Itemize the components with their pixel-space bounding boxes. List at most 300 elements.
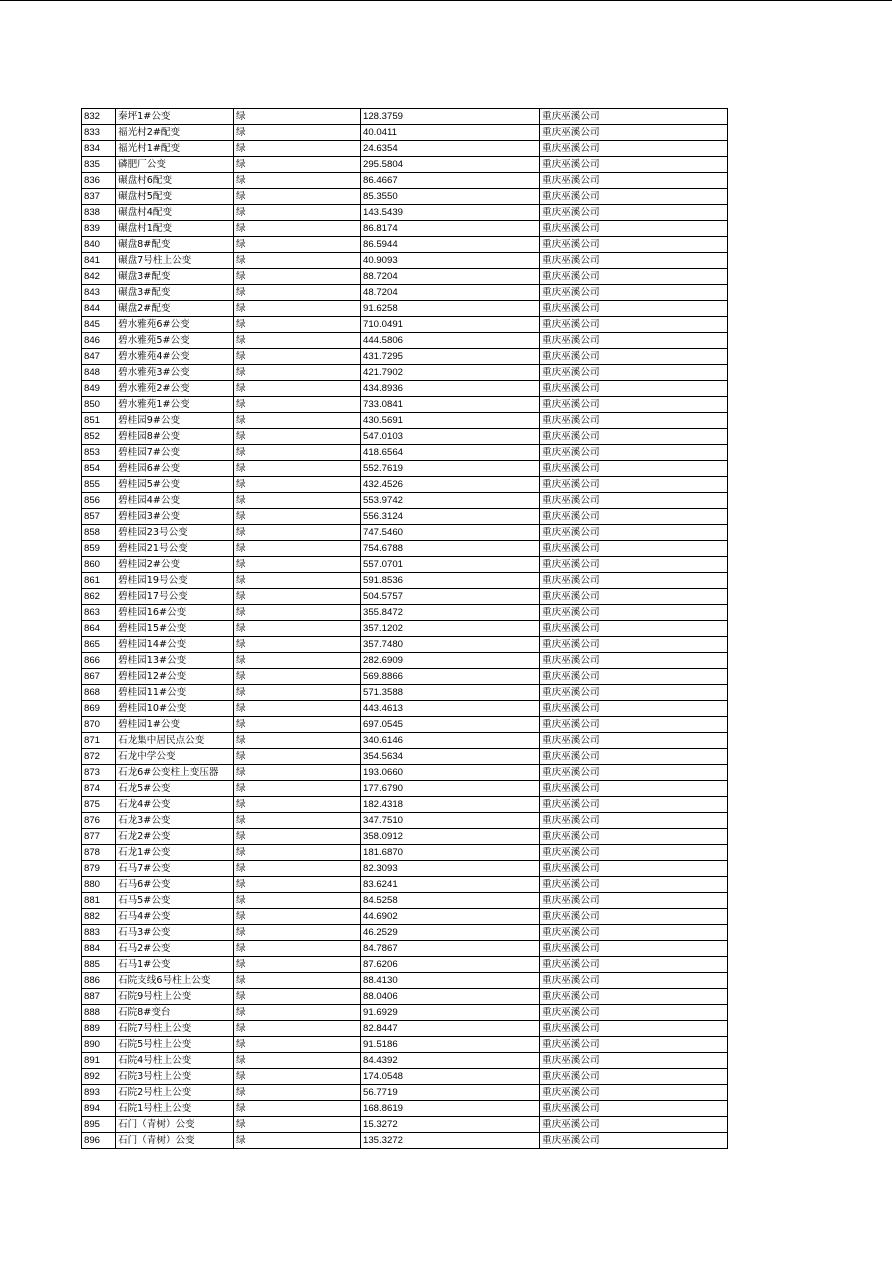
table-row [82,413,728,429]
value-cell: 733.0841 [361,397,540,413]
table-row [82,557,728,573]
transformer-name-cell: 碧桂园16#公变 [116,605,234,621]
value-cell: 340.6146 [361,733,540,749]
table-row [82,621,728,637]
status-cell: 绿 [234,1101,361,1117]
value-cell: 168.8619 [361,1101,540,1117]
row-number-cell: 889 [82,1021,116,1037]
row-number-cell: 835 [82,157,116,173]
status-cell: 绿 [234,813,361,829]
company-cell: 重庆巫溪公司 [540,301,728,317]
company-cell: 重庆巫溪公司 [540,317,728,333]
company-cell: 重庆巫溪公司 [540,157,728,173]
company-cell: 重庆巫溪公司 [540,1133,728,1149]
company-cell: 重庆巫溪公司 [540,685,728,701]
company-cell: 重庆巫溪公司 [540,717,728,733]
transformer-name-cell: 秦坪1#公变 [116,109,234,125]
value-cell: 88.0406 [361,989,540,1005]
table-row [82,925,728,941]
table-row [82,1133,728,1149]
table-row [82,269,728,285]
value-cell: 697.0545 [361,717,540,733]
value-cell: 91.5186 [361,1037,540,1053]
value-cell: 282.6909 [361,653,540,669]
row-number-cell: 882 [82,909,116,925]
company-cell: 重庆巫溪公司 [540,285,728,301]
status-cell: 绿 [234,317,361,333]
status-cell: 绿 [234,765,361,781]
transformer-name-cell: 石马1#公变 [116,957,234,973]
table-row [82,333,728,349]
transformer-name-cell: 碧桂园19号公变 [116,573,234,589]
status-cell: 绿 [234,845,361,861]
company-cell: 重庆巫溪公司 [540,669,728,685]
table-row [82,541,728,557]
status-cell: 绿 [234,413,361,429]
transformer-name-cell: 石马5#公变 [116,893,234,909]
company-cell: 重庆巫溪公司 [540,221,728,237]
value-cell: 135.3272 [361,1133,540,1149]
transformer-name-cell: 碧水雅苑4#公变 [116,349,234,365]
value-cell: 88.7204 [361,269,540,285]
value-cell: 553.9742 [361,493,540,509]
row-number-cell: 871 [82,733,116,749]
company-cell: 重庆巫溪公司 [540,701,728,717]
row-number-cell: 883 [82,925,116,941]
row-number-cell: 869 [82,701,116,717]
status-cell: 绿 [234,989,361,1005]
transformer-name-cell: 石马7#公变 [116,861,234,877]
row-number-cell: 866 [82,653,116,669]
status-cell: 绿 [234,109,361,125]
table-row [82,845,728,861]
company-cell: 重庆巫溪公司 [540,605,728,621]
value-cell: 193.0660 [361,765,540,781]
value-cell: 354.5634 [361,749,540,765]
company-cell: 重庆巫溪公司 [540,381,728,397]
table-row [82,589,728,605]
transformer-name-cell: 石院7号柱上公变 [116,1021,234,1037]
transformer-name-cell: 碧桂园7#公变 [116,445,234,461]
status-cell: 绿 [234,221,361,237]
company-cell: 重庆巫溪公司 [540,397,728,413]
value-cell: 87.6206 [361,957,540,973]
table-body [82,109,728,1149]
table-row [82,509,728,525]
row-number-cell: 844 [82,301,116,317]
company-cell: 重庆巫溪公司 [540,749,728,765]
table-row [82,173,728,189]
company-cell: 重庆巫溪公司 [540,1053,728,1069]
status-cell: 绿 [234,541,361,557]
table-row [82,973,728,989]
transformer-name-cell: 碧桂园14#公变 [116,637,234,653]
transformer-name-cell: 碧桂园23号公变 [116,525,234,541]
company-cell: 重庆巫溪公司 [540,813,728,829]
transformer-name-cell: 碧桂园9#公变 [116,413,234,429]
table-row [82,141,728,157]
value-cell: 91.6929 [361,1005,540,1021]
company-cell: 重庆巫溪公司 [540,477,728,493]
company-cell: 重庆巫溪公司 [540,189,728,205]
status-cell: 绿 [234,253,361,269]
value-cell: 358.0912 [361,829,540,845]
value-cell: 40.9093 [361,253,540,269]
status-cell: 绿 [234,637,361,653]
company-cell: 重庆巫溪公司 [540,1021,728,1037]
row-number-cell: 874 [82,781,116,797]
company-cell: 重庆巫溪公司 [540,125,728,141]
transformer-name-cell: 石院支线6号柱上公变 [116,973,234,989]
table-row [82,717,728,733]
row-number-cell: 886 [82,973,116,989]
row-number-cell: 875 [82,797,116,813]
status-cell: 绿 [234,477,361,493]
row-number-cell: 856 [82,493,116,509]
transformer-name-cell: 碧桂园4#公变 [116,493,234,509]
transformer-name-cell: 碾盘3#配变 [116,269,234,285]
status-cell: 绿 [234,1069,361,1085]
value-cell: 88.4130 [361,973,540,989]
company-cell: 重庆巫溪公司 [540,1037,728,1053]
table-row [82,669,728,685]
transformer-name-cell: 石龙中学公变 [116,749,234,765]
company-cell: 重庆巫溪公司 [540,733,728,749]
transformer-name-cell: 石门（青树）公变 [116,1117,234,1133]
status-cell: 绿 [234,445,361,461]
transformer-name-cell: 碾盘8#配变 [116,237,234,253]
row-number-cell: 850 [82,397,116,413]
value-cell: 83.6241 [361,877,540,893]
company-cell: 重庆巫溪公司 [540,829,728,845]
status-cell: 绿 [234,1117,361,1133]
table-row [82,685,728,701]
value-cell: 91.6258 [361,301,540,317]
value-cell: 295.5804 [361,157,540,173]
row-number-cell: 858 [82,525,116,541]
row-number-cell: 876 [82,813,116,829]
row-number-cell: 868 [82,685,116,701]
company-cell: 重庆巫溪公司 [540,765,728,781]
value-cell: 431.7295 [361,349,540,365]
company-cell: 重庆巫溪公司 [540,493,728,509]
company-cell: 重庆巫溪公司 [540,557,728,573]
value-cell: 571.3588 [361,685,540,701]
row-number-cell: 891 [82,1053,116,1069]
table-row [82,749,728,765]
row-number-cell: 833 [82,125,116,141]
company-cell: 重庆巫溪公司 [540,957,728,973]
row-number-cell: 885 [82,957,116,973]
status-cell: 绿 [234,893,361,909]
status-cell: 绿 [234,749,361,765]
table-row [82,397,728,413]
status-cell: 绿 [234,589,361,605]
transformer-name-cell: 福光村2#配变 [116,125,234,141]
status-cell: 绿 [234,365,361,381]
company-cell: 重庆巫溪公司 [540,573,728,589]
row-number-cell: 847 [82,349,116,365]
table-row [82,493,728,509]
row-number-cell: 843 [82,285,116,301]
table-row [82,989,728,1005]
row-number-cell: 877 [82,829,116,845]
transformer-name-cell: 石马6#公变 [116,877,234,893]
row-number-cell: 860 [82,557,116,573]
company-cell: 重庆巫溪公司 [540,1069,728,1085]
value-cell: 84.7867 [361,941,540,957]
company-cell: 重庆巫溪公司 [540,1085,728,1101]
table-row [82,189,728,205]
row-number-cell: 896 [82,1133,116,1149]
status-cell: 绿 [234,877,361,893]
row-number-cell: 836 [82,173,116,189]
value-cell: 56.7719 [361,1085,540,1101]
value-cell: 84.4392 [361,1053,540,1069]
company-cell: 重庆巫溪公司 [540,861,728,877]
value-cell: 443.4613 [361,701,540,717]
table-row [82,1085,728,1101]
value-cell: 421.7902 [361,365,540,381]
transformer-name-cell: 碧桂园8#公变 [116,429,234,445]
transformer-name-cell: 碾盘村6配变 [116,173,234,189]
transformer-name-cell: 碾盘村1配变 [116,221,234,237]
row-number-cell: 859 [82,541,116,557]
transformer-name-cell: 石龙1#公变 [116,845,234,861]
company-cell: 重庆巫溪公司 [540,637,728,653]
row-number-cell: 842 [82,269,116,285]
company-cell: 重庆巫溪公司 [540,1117,728,1133]
table-row [82,701,728,717]
table-row [82,909,728,925]
row-number-cell: 837 [82,189,116,205]
status-cell: 绿 [234,973,361,989]
company-cell: 重庆巫溪公司 [540,989,728,1005]
status-cell: 绿 [234,173,361,189]
transformer-name-cell: 碧水雅苑3#公变 [116,365,234,381]
transformer-name-cell: 碧桂园12#公变 [116,669,234,685]
row-number-cell: 864 [82,621,116,637]
table-row [82,861,728,877]
value-cell: 591.8536 [361,573,540,589]
status-cell: 绿 [234,333,361,349]
value-cell: 40.0411 [361,125,540,141]
value-cell: 430.5691 [361,413,540,429]
row-number-cell: 854 [82,461,116,477]
value-cell: 552.7619 [361,461,540,477]
row-number-cell: 873 [82,765,116,781]
row-number-cell: 834 [82,141,116,157]
value-cell: 355.8472 [361,605,540,621]
transformer-name-cell: 石马3#公变 [116,925,234,941]
row-number-cell: 893 [82,1085,116,1101]
row-number-cell: 865 [82,637,116,653]
row-number-cell: 845 [82,317,116,333]
company-cell: 重庆巫溪公司 [540,141,728,157]
row-number-cell: 867 [82,669,116,685]
status-cell: 绿 [234,861,361,877]
value-cell: 24.6354 [361,141,540,157]
transformer-name-cell: 碾盘村5配变 [116,189,234,205]
value-cell: 48.7204 [361,285,540,301]
value-cell: 82.3093 [361,861,540,877]
value-cell: 432.4526 [361,477,540,493]
status-cell: 绿 [234,941,361,957]
company-cell: 重庆巫溪公司 [540,909,728,925]
value-cell: 547.0103 [361,429,540,445]
table-row [82,365,728,381]
value-cell: 754.6788 [361,541,540,557]
table-row [82,349,728,365]
company-cell: 重庆巫溪公司 [540,333,728,349]
company-cell: 重庆巫溪公司 [540,589,728,605]
status-cell: 绿 [234,605,361,621]
company-cell: 重庆巫溪公司 [540,253,728,269]
value-cell: 86.5944 [361,237,540,253]
table-row [82,317,728,333]
row-number-cell: 880 [82,877,116,893]
value-cell: 557.0701 [361,557,540,573]
value-cell: 143.5439 [361,205,540,221]
table-row [82,285,728,301]
transformer-name-cell: 石龙5#公变 [116,781,234,797]
table-row [82,829,728,845]
status-cell: 绿 [234,1005,361,1021]
value-cell: 82.8447 [361,1021,540,1037]
transformer-name-cell: 碾盘3#配变 [116,285,234,301]
company-cell: 重庆巫溪公司 [540,429,728,445]
table-row [82,637,728,653]
transformer-name-cell: 碧桂园17号公变 [116,589,234,605]
table-row [82,461,728,477]
value-cell: 444.5806 [361,333,540,349]
table-row [82,605,728,621]
row-number-cell: 884 [82,941,116,957]
value-cell: 357.7480 [361,637,540,653]
transformer-name-cell: 石院2号柱上公变 [116,1085,234,1101]
status-cell: 绿 [234,1085,361,1101]
table-row [82,221,728,237]
value-cell: 84.5258 [361,893,540,909]
table-row [82,445,728,461]
row-number-cell: 890 [82,1037,116,1053]
status-cell: 绿 [234,669,361,685]
status-cell: 绿 [234,237,361,253]
table-row [82,525,728,541]
row-number-cell: 887 [82,989,116,1005]
status-cell: 绿 [234,429,361,445]
company-cell: 重庆巫溪公司 [540,269,728,285]
status-cell: 绿 [234,285,361,301]
status-cell: 绿 [234,717,361,733]
table-row [82,1037,728,1053]
table-row [82,1021,728,1037]
transformer-name-cell: 碧桂园3#公变 [116,509,234,525]
status-cell: 绿 [234,781,361,797]
company-cell: 重庆巫溪公司 [540,1101,728,1117]
table-row [82,733,728,749]
transformer-name-cell: 石马4#公变 [116,909,234,925]
transformer-name-cell: 碧桂园15#公变 [116,621,234,637]
transformer-name-cell: 磷肥厂公变 [116,157,234,173]
transformer-name-cell: 石院5号柱上公变 [116,1037,234,1053]
transformer-name-cell: 碧水雅苑2#公变 [116,381,234,397]
value-cell: 556.3124 [361,509,540,525]
status-cell: 绿 [234,141,361,157]
row-number-cell: 851 [82,413,116,429]
status-cell: 绿 [234,685,361,701]
row-number-cell: 838 [82,205,116,221]
value-cell: 44.6902 [361,909,540,925]
status-cell: 绿 [234,525,361,541]
company-cell: 重庆巫溪公司 [540,653,728,669]
row-number-cell: 872 [82,749,116,765]
row-number-cell: 855 [82,477,116,493]
table-row [82,157,728,173]
row-number-cell: 888 [82,1005,116,1021]
company-cell: 重庆巫溪公司 [540,365,728,381]
status-cell: 绿 [234,925,361,941]
transformer-name-cell: 碧桂园1#公变 [116,717,234,733]
transformer-name-cell: 福光村1#配变 [116,141,234,157]
value-cell: 182.4318 [361,797,540,813]
company-cell: 重庆巫溪公司 [540,877,728,893]
page-top-rule [0,0,892,1]
status-cell: 绿 [234,733,361,749]
status-cell: 绿 [234,461,361,477]
value-cell: 418.6564 [361,445,540,461]
status-cell: 绿 [234,349,361,365]
status-cell: 绿 [234,573,361,589]
company-cell: 重庆巫溪公司 [540,237,728,253]
table-row [82,1005,728,1021]
status-cell: 绿 [234,509,361,525]
status-cell: 绿 [234,1037,361,1053]
row-number-cell: 848 [82,365,116,381]
row-number-cell: 840 [82,237,116,253]
status-cell: 绿 [234,1053,361,1069]
transformer-name-cell: 碾盘2#配变 [116,301,234,317]
status-cell: 绿 [234,909,361,925]
company-cell: 重庆巫溪公司 [540,349,728,365]
transformer-name-cell: 石院3号柱上公变 [116,1069,234,1085]
transformer-name-cell: 石马2#公变 [116,941,234,957]
transformer-name-cell: 碧桂园13#公变 [116,653,234,669]
table-row [82,781,728,797]
transformer-name-cell: 碧桂园6#公变 [116,461,234,477]
row-number-cell: 861 [82,573,116,589]
status-cell: 绿 [234,205,361,221]
status-cell: 绿 [234,701,361,717]
company-cell: 重庆巫溪公司 [540,509,728,525]
company-cell: 重庆巫溪公司 [540,109,728,125]
row-number-cell: 862 [82,589,116,605]
table-row [82,893,728,909]
status-cell: 绿 [234,653,361,669]
value-cell: 174.0548 [361,1069,540,1085]
transformer-name-cell: 石院9号柱上公变 [116,989,234,1005]
table-row [82,429,728,445]
table-row [82,253,728,269]
table-row [82,765,728,781]
status-cell: 绿 [234,269,361,285]
row-number-cell: 846 [82,333,116,349]
table-row [82,653,728,669]
transformer-name-cell: 石龙6#公变柱上变压器 [116,765,234,781]
table-row [82,109,728,125]
status-cell: 绿 [234,957,361,973]
row-number-cell: 881 [82,893,116,909]
